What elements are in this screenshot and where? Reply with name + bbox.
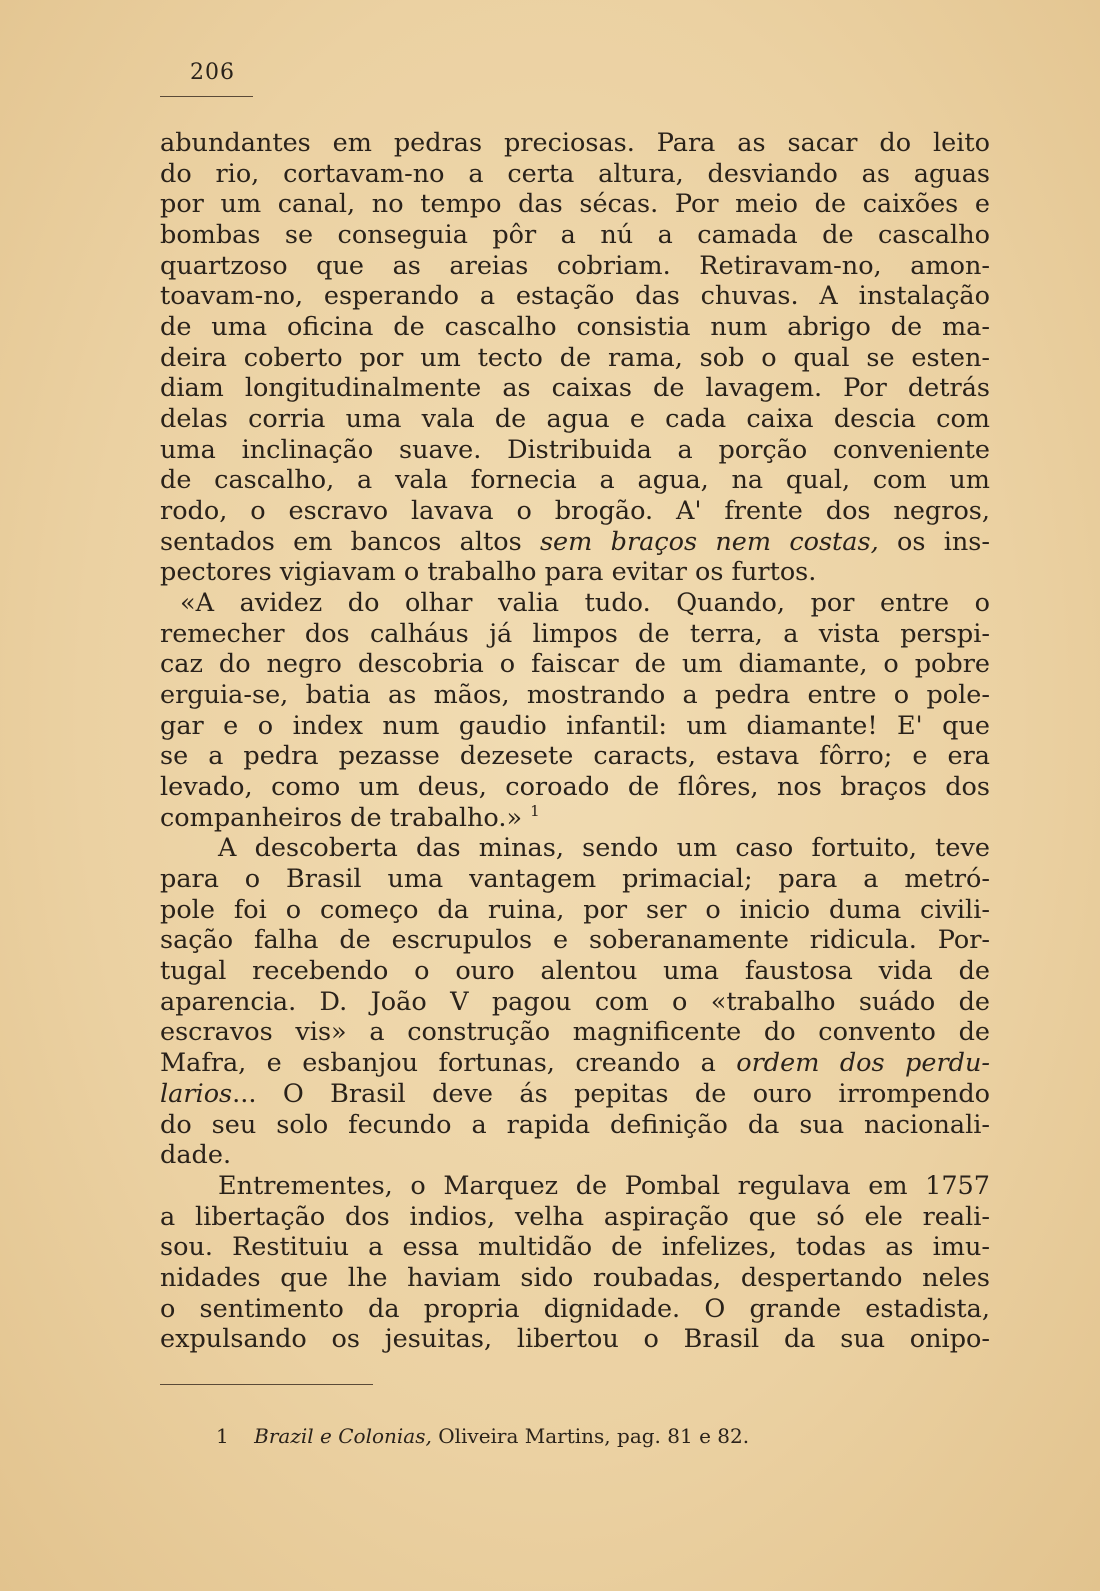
page-number-rule xyxy=(160,96,253,97)
text-segment: gar e o index num gaudio infantil: um diamante! E' que xyxy=(160,710,990,741)
text-line xyxy=(160,128,990,159)
text-segment: A descoberta das minas, sendo um caso fortuito, teve xyxy=(218,833,990,864)
text-line xyxy=(160,588,990,619)
text-line xyxy=(160,987,990,1018)
text-segment: se a pedra pezasse dezesete caracts, estava fôrro; e era xyxy=(160,741,990,772)
footnote xyxy=(216,1424,749,1448)
text-line xyxy=(160,1202,990,1233)
text-segment: remecher dos calháus já limpos de terra, a vista perspi- xyxy=(160,618,990,649)
text-line xyxy=(160,1232,990,1263)
text-segment: rodo, o escravo lavava o brogão. A' frente dos negros, xyxy=(160,496,990,527)
text-line xyxy=(160,251,990,282)
text-segment: a libertação dos indios, velha aspiração que só ele reali- xyxy=(160,1201,990,1232)
italic-segment: ordem dos perdu- xyxy=(736,1048,990,1079)
text-line xyxy=(160,1048,990,1079)
body-text xyxy=(160,128,990,1355)
text-segment: sou. Restituiu a essa multidão de infelizes, todas as imu- xyxy=(160,1232,990,1263)
text-segment: ... O Brasil deve ás pepitas de ouro irrompendo xyxy=(232,1078,990,1109)
text-line xyxy=(160,557,990,588)
text-line xyxy=(160,1294,990,1325)
text-line xyxy=(160,1263,990,1294)
text-line xyxy=(160,496,990,527)
text-segment: uma inclinação suave. Distribuida a porção conveniente xyxy=(160,434,990,465)
text-segment: pole foi o começo da ruina, por ser o inicio duma civili- xyxy=(160,894,990,925)
text-segment: expulsando os jesuitas, libertou o Brasil da sua onipo- xyxy=(160,1324,990,1355)
text-line xyxy=(160,649,990,680)
text-segment: companheiros de trabalho.» xyxy=(160,802,523,833)
text-line xyxy=(160,925,990,956)
italic-segment: sem braços nem costas, xyxy=(539,526,879,557)
footnote-title: Brazil e Colonias, xyxy=(254,1424,432,1448)
text-segment: nidades que lhe haviam sido roubadas, despertando neles xyxy=(160,1262,990,1293)
text-segment: os ins- xyxy=(878,526,990,557)
text-segment: toavam-no, esperando a estação das chuvas. A instalação xyxy=(160,281,990,312)
text-line xyxy=(160,373,990,404)
text-line xyxy=(160,343,990,374)
text-line xyxy=(160,680,990,711)
text-segment: bombas se conseguia pôr a nú a camada de cascalho xyxy=(160,220,990,251)
text-segment: sentados em bancos altos xyxy=(160,526,540,557)
footnote-rule xyxy=(160,1384,373,1385)
italic-segment: larios xyxy=(160,1078,233,1109)
text-line xyxy=(160,435,990,466)
page-number: 206 xyxy=(190,60,235,85)
text-line xyxy=(160,312,990,343)
footnote-marker: 1 xyxy=(216,1424,229,1448)
text-segment: de uma oficina de cascalho consistia num abrigo de ma- xyxy=(160,312,990,343)
text-segment: erguia-se, batia as mãos, mostrando a pedra entre o pole- xyxy=(160,680,990,711)
text-segment: levado, como um deus, coroado de flôres, nos braços dos xyxy=(160,772,990,803)
text-segment: Entrementes, o Marquez de Pombal regulava em 1757 xyxy=(218,1170,990,1201)
text-segment: dade. xyxy=(160,1140,232,1171)
text-segment: o sentimento da propria dignidade. O grande estadista, xyxy=(160,1293,990,1324)
text-line xyxy=(160,619,990,650)
text-line xyxy=(160,833,990,864)
text-line xyxy=(160,281,990,312)
text-segment: escravos vis» a construção magnificente do convento de xyxy=(160,1017,990,1048)
text-segment: quartzoso que as areias cobriam. Retiravam-no, amon- xyxy=(160,250,990,281)
text-segment: pectores vigiavam o trabalho para evitar os furtos. xyxy=(160,557,817,588)
text-line xyxy=(160,711,990,742)
text-segment: do rio, cortavam-no a certa altura, desviando as aguas xyxy=(160,158,990,189)
text-line xyxy=(160,1140,990,1171)
text-line xyxy=(160,1110,990,1141)
text-line xyxy=(160,1017,990,1048)
text-line xyxy=(160,1079,990,1110)
text-line xyxy=(160,895,990,926)
text-segment: aparencia. D. João V pagou com o «trabalho suádo de xyxy=(160,986,990,1017)
text-line xyxy=(160,864,990,895)
footnote-reference: Oliveira Martins, pag. 81 e 82. xyxy=(431,1424,750,1448)
text-segment: deira coberto por um tecto de rama, sob o qual se esten- xyxy=(160,342,990,373)
text-segment: para o Brasil uma vantagem primacial; para a metró- xyxy=(160,864,990,895)
text-segment: Mafra, e esbanjou fortunas, creando a xyxy=(160,1048,737,1079)
text-line xyxy=(160,159,990,190)
text-segment: por um canal, no tempo das sécas. Por meio de caixões e xyxy=(160,189,990,220)
text-segment: do seu solo fecundo a rapida definição da sua nacionali- xyxy=(160,1109,990,1140)
text-line xyxy=(160,465,990,496)
text-line xyxy=(160,956,990,987)
text-segment: «A avidez do olhar valia tudo. Quando, por entre o xyxy=(180,588,990,619)
text-segment: delas corria uma vala de agua e cada caixa descia com xyxy=(160,404,990,435)
text-line xyxy=(160,1171,990,1202)
text-line xyxy=(160,1324,990,1355)
text-line xyxy=(160,404,990,435)
text-line xyxy=(160,772,990,803)
text-line xyxy=(160,189,990,220)
text-segment: caz do negro descobria o faiscar de um diamante, o pobre xyxy=(160,649,990,680)
text-line xyxy=(160,803,990,834)
text-line xyxy=(160,220,990,251)
text-segment: sação falha de escrupulos e soberanamente ridicula. Por- xyxy=(160,925,990,956)
text-segment: diam longitudinalmente as caixas de lavagem. Por detrás xyxy=(160,373,990,404)
footnote-ref-marker: 1 xyxy=(530,801,540,820)
text-line xyxy=(160,741,990,772)
text-line xyxy=(160,527,990,558)
text-segment: abundantes em pedras preciosas. Para as sacar do leito xyxy=(160,128,990,158)
text-segment: de cascalho, a vala fornecia a agua, na qual, com um xyxy=(160,465,990,496)
text-segment: tugal recebendo o ouro alentou uma faustosa vida de xyxy=(160,956,990,987)
